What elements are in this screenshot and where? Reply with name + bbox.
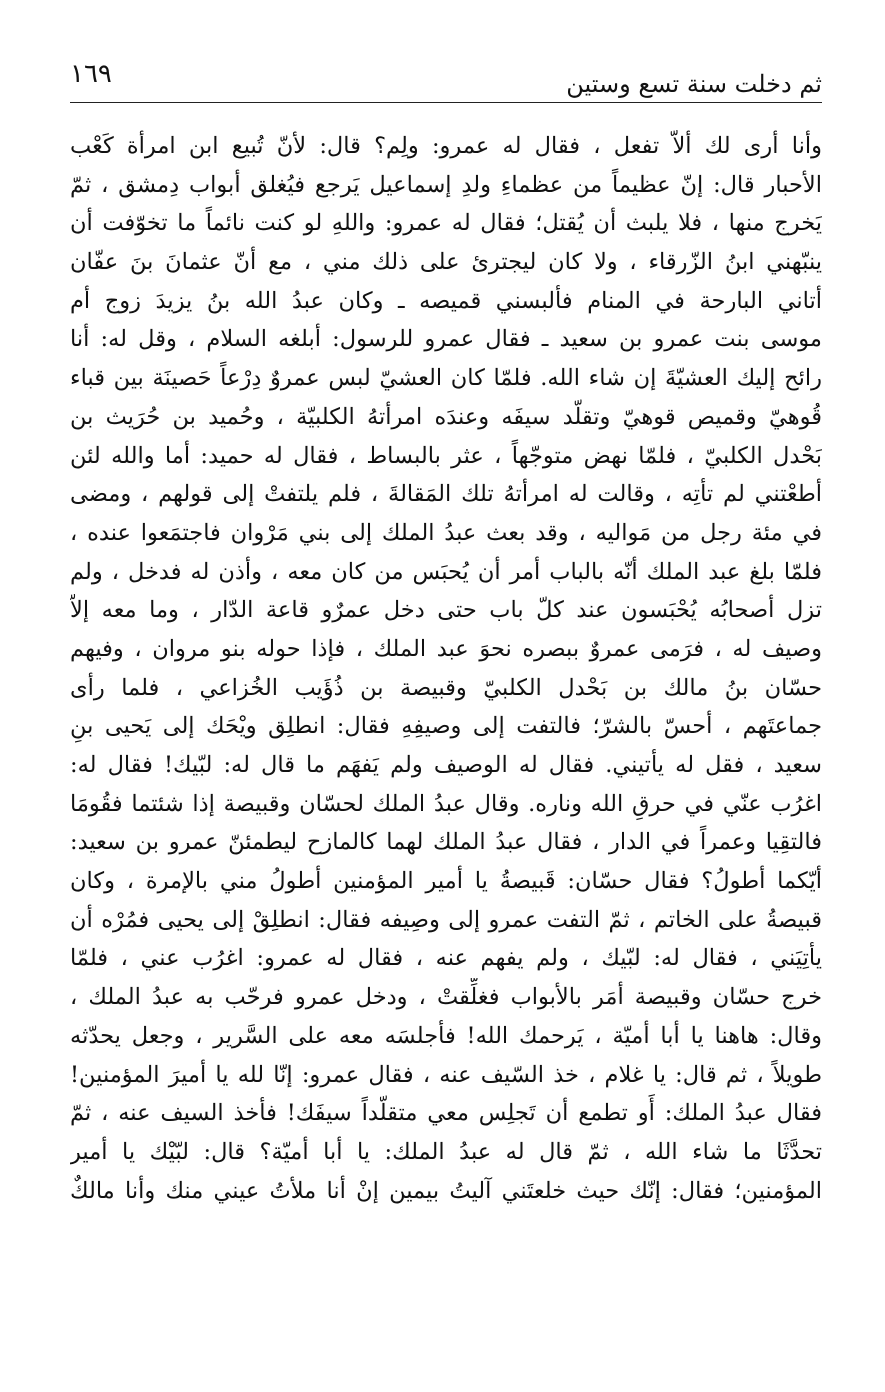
- body-text: [70, 127, 822, 1210]
- book-page: [70, 56, 822, 1356]
- text-line: يَخرج منها ، فلا يلبث أن يُقتل؛ فقال له عمرو: واللهِ لو كنت نائماً ما تخوّفت أن: [70, 210, 822, 237]
- text-line: أيّكما أطولُ؟ فقال حسّان: قَبيصةُ يا أمير المؤمنين أطولُ مني بالإمرة ، وكان: [70, 868, 822, 895]
- text-line: فالتقِيا وعمراً في الدار ، فقال عبدُ الملك لهما كالمازح ليطمئنّ عمرو بن سعيد:: [70, 829, 822, 856]
- text-line: قُوهيّ وقميص قوهيّ وتقلّد سيفَه وعندَه امرأتهُ الكلبيّة ، وحُميد بن حُرَيث بن: [70, 403, 822, 430]
- text-line: الأحبار قال: إنّ عظيماً من عظماءِ ولدِ إسماعيل يَرجع فيُغلق أبواب دِمشق ، ثمّ: [70, 171, 822, 198]
- text-line: قبيصةُ على الخاتم ، ثمّ التفت عمرو إلى وصِيفه فقال: انطلِقْ إلى يحيى فمُرْه أن: [70, 906, 822, 933]
- text-line: المؤمنين؛ فقال: إنّك حيث خلعتَني آليتُ بيمين إنْ أنا ملأتُ عيني منك وأنا مالكٌ: [70, 1177, 822, 1204]
- text-line: اغرُب عنّي في حرقِ الله وناره. وقال عبدُ الملك لحسّان وقبيصة إذا شئتما فقُومَا: [70, 790, 822, 817]
- text-line: يأتِيَني ، فقال له: لبّيك ، ولم يفهم عنه ، فقال له عمرو: اغرُب عني ، فلمّا: [70, 945, 822, 972]
- text-line: أتاني البارحة في المنام فألبسني قميصه ـ وكان عبدُ الله بنُ يزيدَ زوج أم: [70, 287, 822, 314]
- text-line: تحدَّثَا ما شاء الله ، ثمّ قال له عبدُ الملك: يا أبا أميّة؟ قال: لبّيْك يا أمير: [70, 1138, 822, 1165]
- text-line: وصيف له ، فرَمى عمروٌ ببصره نحوَ عبد الملك ، فإذا حوله بنو مروان ، وفيهم: [70, 635, 822, 662]
- text-line: وأنا أرى لك ألاّ تفعل ، فقال له عمرو: ولِم؟ قال: لأنّ تُبيع ابن امرأة كَعْب: [70, 133, 822, 159]
- running-header: [70, 56, 822, 103]
- text-line: وقال: هاهنا يا أبا أميّة ، يَرحمك الله! فأجلسَه معه على السَّرير ، وجعل يحدّثه: [70, 1022, 822, 1049]
- text-line: سعيد ، فقل له يأتيني. فقال له الوصيف ولم يَفهَم ما قال له: لبّيك! فقال له:: [70, 752, 822, 778]
- text-line: خرج حسّان وقبيصة أمَر بالأبواب فغلِّقتْ ، ودخل عمرو فرحّب به عبدُ الملك ،: [70, 984, 822, 1011]
- text-line: في مئة رجل من مَواليه ، وقد بعث عبدُ الملك إلى بني مَرْوان فاجتمَعوا عنده ،: [70, 519, 822, 546]
- text-line: رائح إليك العشيّةَ إن شاء الله. فلمّا كان العشيّ لبس عمروٌ دِرْعاً حَصينَة بين قباء: [70, 365, 822, 392]
- text-line: جماعتَهم ، أحسّ بالشرّ؛ فالتفت إلى وصيفِهِ فقال: انطلِق ويْحَك إلى يَحيى بنِ: [70, 713, 822, 740]
- text-line: تزل أصحابُه يُحْبَسون عند كلّ باب حتى دخل عمرٌو قاعة الدّار ، وما معه إلاّ: [70, 597, 822, 624]
- page-number: ١٦٩: [70, 59, 112, 89]
- text-line: موسى بنت عمرو بن سعيد ـ فقال عمرو للرسول: أبلغه السلام ، وقل له: أنا: [70, 326, 822, 353]
- chapter-heading: ثم دخلت سنة تسع وستين: [566, 70, 822, 98]
- text-line: أطعْتني لم تأتِه ، وقالت له امرأتهُ تلك المَقالةَ ، فلم يلتفتْ إلى قولهم ، ومضى: [70, 481, 822, 508]
- text-line: بَحْدل الكلبيّ ، فلمّا نهض متوجّهاً ، عثر بالبساط ، فقال له حميد: أما والله لئن: [70, 442, 822, 469]
- text-line: ينبّهني ابنُ الزّرقاء ، ولا كان ليجترئ على ذلك مني ، مع أنّ عثمانَ بنَ عفّان: [70, 249, 822, 276]
- text-line: طويلاً ، ثم قال: يا غلام ، خذ السّيف عنه ، فقال عمرو: إنّا لله يا أميرَ المؤمنين!: [70, 1061, 822, 1088]
- text-line: فلمّا بلغ عبد الملك أنّه بالباب أمر أن يُحبَس من كان معه ، وأذن له فدخل ، ولم: [70, 558, 822, 585]
- text-line: فقال عبدُ الملك: أَو تطمع أن تَجلِس معي متقلّداً سيفَك! فأخذ السيف عنه ، ثمّ: [70, 1100, 822, 1127]
- text-line: حسّان بنُ مالك بن بَحْدل الكلبيّ وقبيصة بن ذُؤَيب الخُزاعي ، فلما رأى: [70, 674, 822, 701]
